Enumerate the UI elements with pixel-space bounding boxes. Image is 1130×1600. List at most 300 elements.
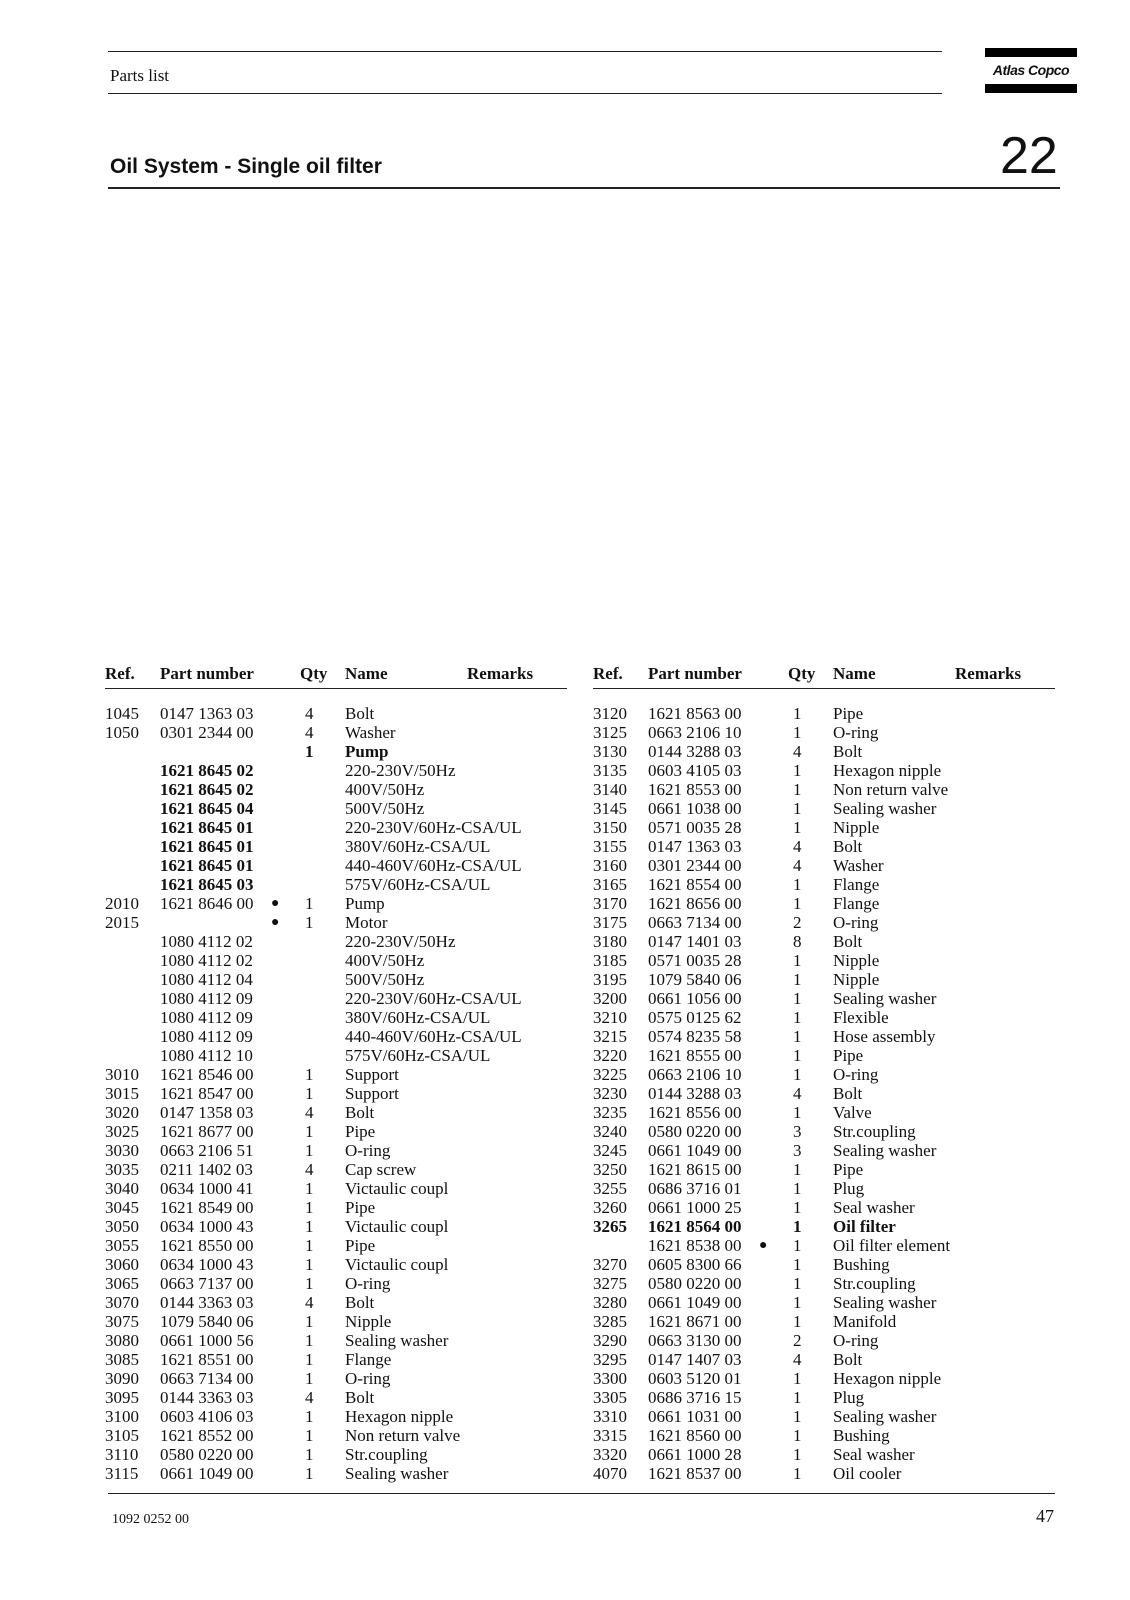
table-row [593, 856, 1073, 875]
qty-cell: 1 [793, 951, 802, 970]
table-row [105, 1350, 585, 1369]
table-row [105, 799, 585, 818]
ref-cell: 3270 [593, 1255, 627, 1274]
table-row [593, 1350, 1073, 1369]
table-row [105, 894, 585, 913]
part-number-cell: 1079 5840 06 [160, 1312, 254, 1331]
qty-cell: 1 [305, 1369, 314, 1388]
qty-cell: 1 [793, 1426, 802, 1445]
qty-cell: 1 [793, 875, 802, 894]
ref-cell: 3320 [593, 1445, 627, 1464]
name-cell: Washer [833, 856, 884, 875]
qty-cell: 1 [793, 989, 802, 1008]
qty-cell: 1 [793, 1407, 802, 1426]
name-cell: 220-230V/60Hz-CSA/UL [345, 818, 522, 837]
name-cell: Support [345, 1065, 399, 1084]
header-ref: Ref. [593, 664, 623, 683]
table-row [105, 1274, 585, 1293]
name-cell: 220-230V/50Hz [345, 761, 456, 780]
part-number-cell: 0661 1049 00 [648, 1141, 742, 1160]
part-number-cell: 0634 1000 43 [160, 1217, 254, 1236]
qty-cell: 4 [793, 1350, 802, 1369]
name-cell: 400V/50Hz [345, 780, 425, 799]
name-cell: Oil filter element [833, 1236, 951, 1255]
ref-cell: 3215 [593, 1027, 627, 1046]
qty-cell: 1 [305, 1331, 314, 1350]
part-number-cell: 1621 8555 00 [648, 1046, 742, 1065]
table-row [105, 989, 585, 1008]
qty-cell: 1 [305, 1217, 314, 1236]
qty-cell: 1 [305, 1084, 314, 1103]
qty-cell: 1 [793, 1255, 802, 1274]
qty-cell: 4 [305, 1293, 314, 1312]
parts-rows-right [593, 704, 1073, 1483]
ref-cell: 3220 [593, 1046, 627, 1065]
part-number-cell: 0686 3716 01 [648, 1179, 742, 1198]
qty-cell: 1 [305, 1274, 314, 1293]
brand-wordmark: Atlas Copco [992, 62, 1070, 78]
table-row [593, 1217, 1073, 1236]
part-number-cell: 0147 1363 03 [160, 704, 254, 723]
table-row [105, 1122, 585, 1141]
table-row [593, 1027, 1073, 1046]
name-cell: Str.coupling [833, 1122, 916, 1141]
part-number-cell: 1621 8554 00 [648, 875, 742, 894]
header-remarks: Remarks [467, 664, 534, 683]
ref-cell: 3245 [593, 1141, 627, 1160]
name-cell: 500V/50Hz [345, 799, 425, 818]
name-cell: Victaulic coupl [345, 1255, 449, 1274]
table-row [105, 1445, 585, 1464]
qty-cell: 1 [793, 1160, 802, 1179]
table-header [105, 664, 567, 689]
ref-cell: 3070 [105, 1293, 139, 1312]
name-cell: Hexagon nipple [833, 761, 942, 780]
qty-cell: 1 [793, 1065, 802, 1084]
table-row [593, 1122, 1073, 1141]
qty-cell: 4 [793, 742, 802, 761]
name-cell: Oil filter [833, 1217, 896, 1236]
chapter-number: 22 [1000, 127, 1058, 185]
ref-cell: 3265 [593, 1217, 627, 1236]
ref-cell: 3130 [593, 742, 627, 761]
name-cell: O-ring [833, 723, 879, 742]
table-row [105, 818, 585, 837]
table-row [105, 1065, 585, 1084]
name-cell: 575V/60Hz-CSA/UL [345, 875, 491, 894]
name-cell: Pipe [833, 1160, 864, 1179]
qty-cell: 1 [305, 1198, 314, 1217]
ref-cell: 3195 [593, 970, 627, 989]
table-row [593, 1198, 1073, 1217]
table-row [593, 1236, 1073, 1255]
table-row [105, 1046, 585, 1065]
table-row [105, 780, 585, 799]
name-cell: O-ring [345, 1274, 391, 1293]
table-row [105, 875, 585, 894]
part-number-cell: 1621 8645 01 [160, 818, 254, 837]
section-title: Oil System - Single oil filter [110, 155, 382, 178]
table-row [105, 704, 585, 723]
name-cell: Pump [345, 742, 389, 761]
name-cell: O-ring [833, 913, 879, 932]
part-number-cell: 0580 0220 00 [648, 1122, 742, 1141]
qty-cell: 1 [793, 1236, 802, 1255]
ref-cell: 3010 [105, 1065, 139, 1084]
table-row [105, 951, 585, 970]
part-number-cell: 0663 7137 00 [160, 1274, 254, 1293]
name-cell: Flange [833, 875, 880, 894]
part-number-cell: 1621 8677 00 [160, 1122, 254, 1141]
table-row [593, 1312, 1073, 1331]
name-cell: Flange [345, 1350, 392, 1369]
ref-cell: 2010 [105, 894, 139, 913]
ref-cell: 3295 [593, 1350, 627, 1369]
name-cell: O-ring [345, 1141, 391, 1160]
name-cell: 380V/60Hz-CSA/UL [345, 1008, 491, 1027]
table-row [593, 1426, 1073, 1445]
ref-cell: 3255 [593, 1179, 627, 1198]
name-cell: Bushing [833, 1255, 890, 1274]
qty-cell: 1 [305, 1255, 314, 1274]
qty-cell: 1 [793, 1046, 802, 1065]
part-number-cell: 1621 8645 04 [160, 799, 254, 818]
ref-cell: 3260 [593, 1198, 627, 1217]
qty-cell: 1 [793, 723, 802, 742]
part-number-cell: 0661 1031 00 [648, 1407, 742, 1426]
marker-dot: ● [759, 1238, 768, 1253]
qty-cell: 1 [793, 1388, 802, 1407]
part-number-cell: 0661 1000 25 [648, 1198, 742, 1217]
part-number-cell: 0634 1000 41 [160, 1179, 254, 1198]
name-cell: 220-230V/60Hz-CSA/UL [345, 989, 522, 1008]
part-number-cell: 0663 3130 00 [648, 1331, 742, 1350]
ref-cell: 3310 [593, 1407, 627, 1426]
name-cell: Motor [345, 913, 388, 932]
qty-cell: 1 [305, 1122, 314, 1141]
qty-cell: 4 [305, 1160, 314, 1179]
table-row [593, 1160, 1073, 1179]
ref-cell: 3180 [593, 932, 627, 951]
table-row [105, 932, 585, 951]
footer-rule [108, 1493, 1055, 1494]
name-cell: Nipple [833, 970, 880, 989]
qty-cell: 3 [793, 1141, 802, 1160]
table-row [593, 1103, 1073, 1122]
part-number-cell: 0663 2106 10 [648, 1065, 742, 1084]
qty-cell: 1 [305, 1350, 314, 1369]
table-row [593, 723, 1073, 742]
qty-cell: 4 [793, 837, 802, 856]
part-number-cell: 1080 4112 10 [160, 1046, 253, 1065]
qty-cell: 1 [793, 894, 802, 913]
table-row [593, 704, 1073, 723]
part-number-cell: 1621 8547 00 [160, 1084, 254, 1103]
ref-cell: 3175 [593, 913, 627, 932]
part-number-cell: 0301 2344 00 [160, 723, 254, 742]
name-cell: Bolt [345, 1293, 375, 1312]
ref-cell: 1045 [105, 704, 139, 723]
part-number-cell: 1621 8556 00 [648, 1103, 742, 1122]
table-row [105, 1407, 585, 1426]
marker-dot: ● [271, 915, 280, 930]
part-number-cell: 0686 3716 15 [648, 1388, 742, 1407]
ref-cell: 3145 [593, 799, 627, 818]
table-row [105, 1084, 585, 1103]
part-number-cell: 0663 2106 10 [648, 723, 742, 742]
name-cell: Pump [345, 894, 385, 913]
ref-cell: 3090 [105, 1369, 139, 1388]
ref-cell: 3165 [593, 875, 627, 894]
ref-cell: 3110 [105, 1445, 139, 1464]
part-number-cell: 0661 1000 28 [648, 1445, 742, 1464]
table-row [105, 742, 585, 761]
table-row [105, 1426, 585, 1445]
table-row [593, 1065, 1073, 1084]
part-number-cell: 1621 8546 00 [160, 1065, 254, 1084]
table-row [593, 1255, 1073, 1274]
part-number-cell: 0144 3363 03 [160, 1388, 254, 1407]
table-row [593, 742, 1073, 761]
table-row [105, 1027, 585, 1046]
ref-cell: 2015 [105, 913, 139, 932]
name-cell: Washer [345, 723, 396, 742]
table-row [593, 1141, 1073, 1160]
name-cell: Bushing [833, 1426, 890, 1445]
qty-cell: 1 [793, 704, 802, 723]
name-cell: Support [345, 1084, 399, 1103]
ref-cell: 3225 [593, 1065, 627, 1084]
qty-cell: 1 [305, 1426, 314, 1445]
ref-cell: 3150 [593, 818, 627, 837]
name-cell: Sealing washer [345, 1464, 449, 1483]
name-cell: Pipe [833, 704, 864, 723]
qty-cell: 1 [305, 1065, 314, 1084]
ref-cell: 3305 [593, 1388, 627, 1407]
table-row [105, 1141, 585, 1160]
part-number-cell: 0661 1056 00 [648, 989, 742, 1008]
name-cell: Sealing washer [833, 1141, 937, 1160]
part-number-cell: 0603 5120 01 [648, 1369, 742, 1388]
parts-table-right [593, 664, 1055, 1483]
parts-rows-left [105, 704, 585, 1483]
header-ref: Ref. [105, 664, 135, 683]
table-row [105, 1293, 585, 1312]
qty-cell: 8 [793, 932, 802, 951]
table-row [105, 1331, 585, 1350]
name-cell: Bolt [345, 704, 375, 723]
table-row [593, 1369, 1073, 1388]
table-row [105, 1369, 585, 1388]
ref-cell: 3285 [593, 1312, 627, 1331]
header-name: Name [345, 664, 388, 683]
ref-cell: 3120 [593, 704, 627, 723]
part-number-cell: 0571 0035 28 [648, 818, 742, 837]
ref-cell: 3280 [593, 1293, 627, 1312]
qty-cell: 1 [793, 1312, 802, 1331]
table-row [593, 780, 1073, 799]
part-number-cell: 0605 8300 66 [648, 1255, 742, 1274]
part-number-cell: 1621 8615 00 [648, 1160, 742, 1179]
qty-cell: 1 [305, 1464, 314, 1483]
name-cell: Bolt [833, 837, 863, 856]
ref-cell: 3105 [105, 1426, 139, 1445]
ref-cell: 3020 [105, 1103, 139, 1122]
part-number-cell: 0301 2344 00 [648, 856, 742, 875]
table-row [593, 761, 1073, 780]
name-cell: 575V/60Hz-CSA/UL [345, 1046, 491, 1065]
qty-cell: 1 [305, 1407, 314, 1426]
name-cell: Sealing washer [833, 799, 937, 818]
qty-cell: 1 [793, 1369, 802, 1388]
header-qty: Qty [788, 664, 816, 683]
name-cell: Str.coupling [345, 1445, 428, 1464]
name-cell: 220-230V/50Hz [345, 932, 456, 951]
part-number-cell: 1080 4112 02 [160, 932, 253, 951]
qty-cell: 1 [305, 894, 314, 913]
part-number-cell: 0147 1407 03 [648, 1350, 742, 1369]
table-row [593, 970, 1073, 989]
name-cell: O-ring [345, 1369, 391, 1388]
part-number-cell: 1621 8645 01 [160, 837, 254, 856]
part-number-cell: 1080 4112 09 [160, 1027, 253, 1046]
name-cell: Pipe [345, 1236, 376, 1255]
ref-cell: 3100 [105, 1407, 139, 1426]
document-number: 1092 0252 00 [112, 1512, 189, 1527]
name-cell: Plug [833, 1179, 865, 1198]
ref-cell: 3060 [105, 1255, 139, 1274]
part-number-cell: 1621 8645 02 [160, 761, 254, 780]
name-cell: Manifold [833, 1312, 897, 1331]
header-name: Name [833, 664, 876, 683]
header-part-number: Part number [648, 664, 742, 683]
part-number-cell: 1621 8553 00 [648, 780, 742, 799]
table-row [593, 1274, 1073, 1293]
table-row [105, 913, 585, 932]
qty-cell: 1 [793, 1293, 802, 1312]
part-number-cell: 0663 7134 00 [160, 1369, 254, 1388]
table-row [105, 1160, 585, 1179]
part-number-cell: 1080 4112 09 [160, 989, 253, 1008]
table-row [105, 1217, 585, 1236]
part-number-cell: 0144 3288 03 [648, 742, 742, 761]
qty-cell: 1 [793, 1008, 802, 1027]
part-number-cell: 1621 8560 00 [648, 1426, 742, 1445]
qty-cell: 2 [793, 1331, 802, 1350]
table-row [593, 932, 1073, 951]
qty-cell: 3 [793, 1122, 802, 1141]
ref-cell: 3015 [105, 1084, 139, 1103]
ref-cell: 3080 [105, 1331, 139, 1350]
table-header [593, 664, 1055, 689]
ref-cell: 3170 [593, 894, 627, 913]
part-number-cell: 1621 8656 00 [648, 894, 742, 913]
name-cell: Flange [833, 894, 880, 913]
name-cell: 440-460V/60Hz-CSA/UL [345, 856, 522, 875]
name-cell: Sealing washer [833, 989, 937, 1008]
part-number-cell: 0147 1363 03 [648, 837, 742, 856]
table-row [593, 1179, 1073, 1198]
table-row [593, 894, 1073, 913]
name-cell: Pipe [345, 1122, 376, 1141]
ref-cell: 3135 [593, 761, 627, 780]
name-cell: O-ring [833, 1065, 879, 1084]
header-bottom-rule [108, 93, 942, 94]
table-row [105, 1008, 585, 1027]
qty-cell: 1 [305, 1445, 314, 1464]
name-cell: Victaulic coupl [345, 1179, 449, 1198]
ref-cell: 3140 [593, 780, 627, 799]
part-number-cell: 0574 8235 58 [648, 1027, 742, 1046]
qty-cell: 1 [793, 818, 802, 837]
name-cell: Str.coupling [833, 1274, 916, 1293]
name-cell: Sealing washer [833, 1407, 937, 1426]
table-row [593, 1084, 1073, 1103]
ref-cell: 3040 [105, 1179, 139, 1198]
ref-cell: 3065 [105, 1274, 139, 1293]
name-cell: Sealing washer [833, 1293, 937, 1312]
name-cell: Plug [833, 1388, 865, 1407]
table-row [593, 1008, 1073, 1027]
ref-cell: 4070 [593, 1464, 627, 1483]
name-cell: O-ring [833, 1331, 879, 1350]
qty-cell: 1 [793, 780, 802, 799]
part-number-cell: 1621 8538 00 [648, 1236, 742, 1255]
qty-cell: 1 [305, 1236, 314, 1255]
ref-cell: 3210 [593, 1008, 627, 1027]
part-number-cell: 0580 0220 00 [648, 1274, 742, 1293]
qty-cell: 1 [305, 1179, 314, 1198]
table-row [593, 837, 1073, 856]
table-row [105, 856, 585, 875]
ref-cell: 3230 [593, 1084, 627, 1103]
ref-cell: 3155 [593, 837, 627, 856]
part-number-cell: 0603 4106 03 [160, 1407, 254, 1426]
part-number-cell: 0603 4105 03 [648, 761, 742, 780]
name-cell: Oil cooler [833, 1464, 902, 1483]
table-row [105, 1236, 585, 1255]
name-cell: 440-460V/60Hz-CSA/UL [345, 1027, 522, 1046]
qty-cell: 1 [305, 1141, 314, 1160]
name-cell: Non return valve [833, 780, 949, 799]
qty-cell: 4 [305, 1103, 314, 1122]
table-row [105, 723, 585, 742]
qty-cell: 1 [793, 1445, 802, 1464]
table-row [593, 875, 1073, 894]
part-number-cell: 1621 8645 02 [160, 780, 254, 799]
ref-cell: 3115 [105, 1464, 139, 1483]
qty-cell: 1 [793, 1274, 802, 1293]
part-number-cell: 0147 1358 03 [160, 1103, 254, 1122]
qty-cell: 4 [305, 704, 314, 723]
ref-cell: 3025 [105, 1122, 139, 1141]
qty-cell: 1 [793, 799, 802, 818]
ref-cell: 3275 [593, 1274, 627, 1293]
table-row [593, 951, 1073, 970]
ref-cell: 3030 [105, 1141, 139, 1160]
part-number-cell: 1080 4112 09 [160, 1008, 253, 1027]
ref-cell: 3050 [105, 1217, 139, 1236]
name-cell: 500V/50Hz [345, 970, 425, 989]
table-row [105, 1198, 585, 1217]
qty-cell: 2 [793, 913, 802, 932]
ref-cell: 3185 [593, 951, 627, 970]
part-number-cell: 0661 1038 00 [648, 799, 742, 818]
name-cell: Bolt [833, 742, 863, 761]
ref-cell: 3235 [593, 1103, 627, 1122]
part-number-cell: 0661 1049 00 [160, 1464, 254, 1483]
qty-cell: 4 [305, 1388, 314, 1407]
